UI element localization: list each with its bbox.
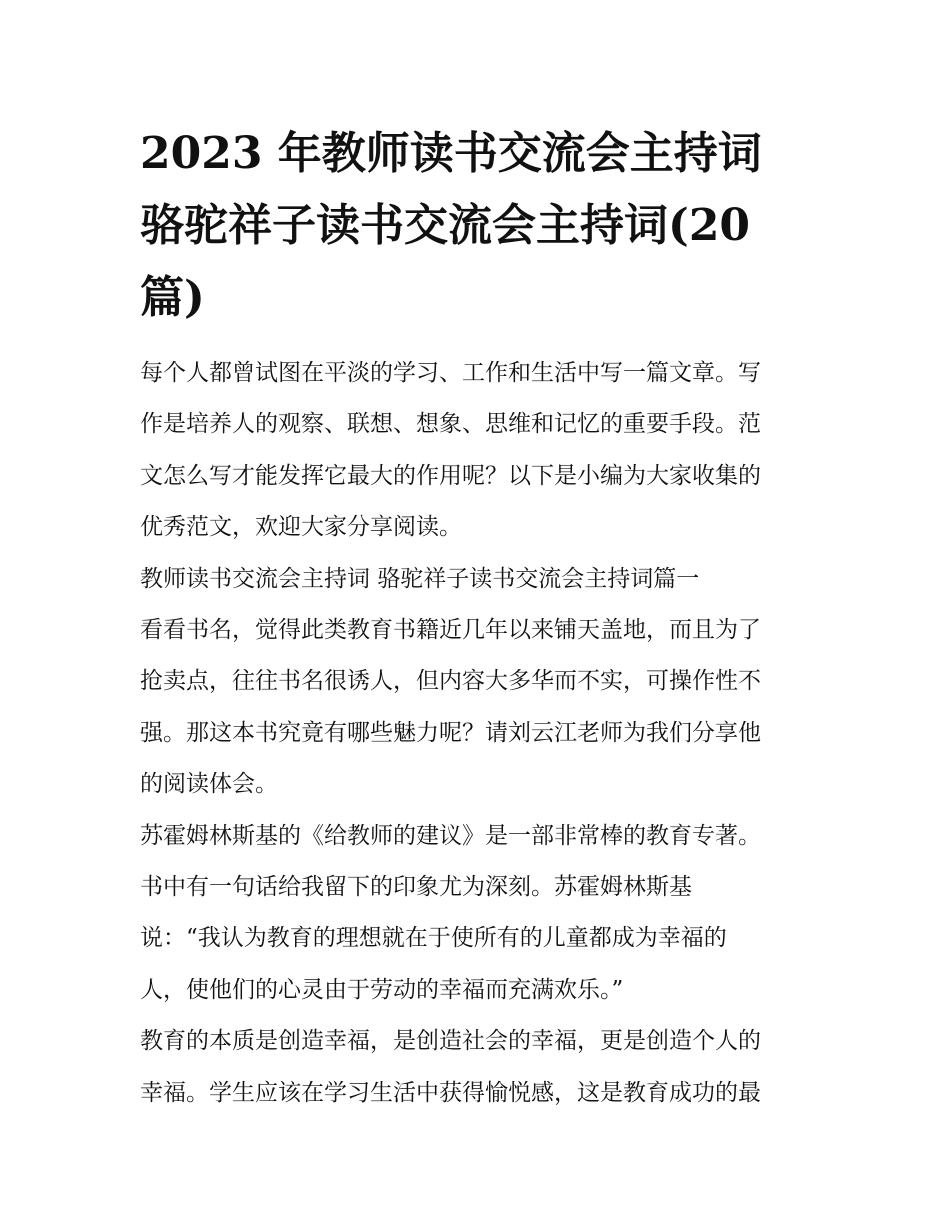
text-line: 作是培养人的观察、联想、想象、思维和记忆的重要手段。范: [140, 411, 761, 438]
text-line: 幸福。学生应该在学习生活中获得愉悦感，这是教育成功的最: [140, 1079, 761, 1106]
document-body: [140, 118, 812, 1119]
text-line: 人，使他们的心灵由于劳动的幸福而充满欢乐。”: [140, 976, 624, 1003]
title-line: 2023 年教师读书交流会主持词: [140, 128, 762, 179]
text-line: 书中有一句话给我留下的印象尤为深刻。苏霍姆林斯基: [140, 874, 692, 901]
document-title: [140, 118, 812, 334]
document-text: [140, 348, 812, 1119]
title-line: 骆驼祥子读书交流会主持词(20: [140, 200, 751, 251]
text-line: 教育的本质是创造幸福，是创造社会的幸福，更是创造个人的: [140, 1028, 761, 1055]
text-line: 的阅读体会。: [140, 771, 278, 798]
text-line: 强。那这本书究竟有哪些魅力呢？请刘云江老师为我们分享他: [140, 719, 761, 746]
text-line: 抢卖点，往往书名很诱人，但内容大多华而不实，可操作性不: [140, 668, 761, 695]
text-line: 苏霍姆林斯基的《给教师的建议》是一部非常棒的教育专著。: [140, 822, 761, 849]
title-line: 篇): [140, 272, 205, 323]
text-line: 每个人都曾试图在平淡的学习、工作和生活中写一篇文章。写: [140, 360, 761, 386]
text-line: 说：“我认为教育的理想就在于使所有的儿童都成为幸福的: [140, 925, 727, 952]
text-line: 优秀范文，欢迎大家分享阅读。: [140, 514, 462, 541]
section-heading: 教师读书交流会主持词 骆驼祥子读书交流会主持词篇一: [140, 565, 700, 592]
text-line: 文怎么写才能发挥它最大的作用呢？以下是小编为大家收集的: [140, 462, 761, 489]
text-line: 看看书名，觉得此类教育书籍近几年以来铺天盖地，而且为了: [140, 617, 761, 644]
